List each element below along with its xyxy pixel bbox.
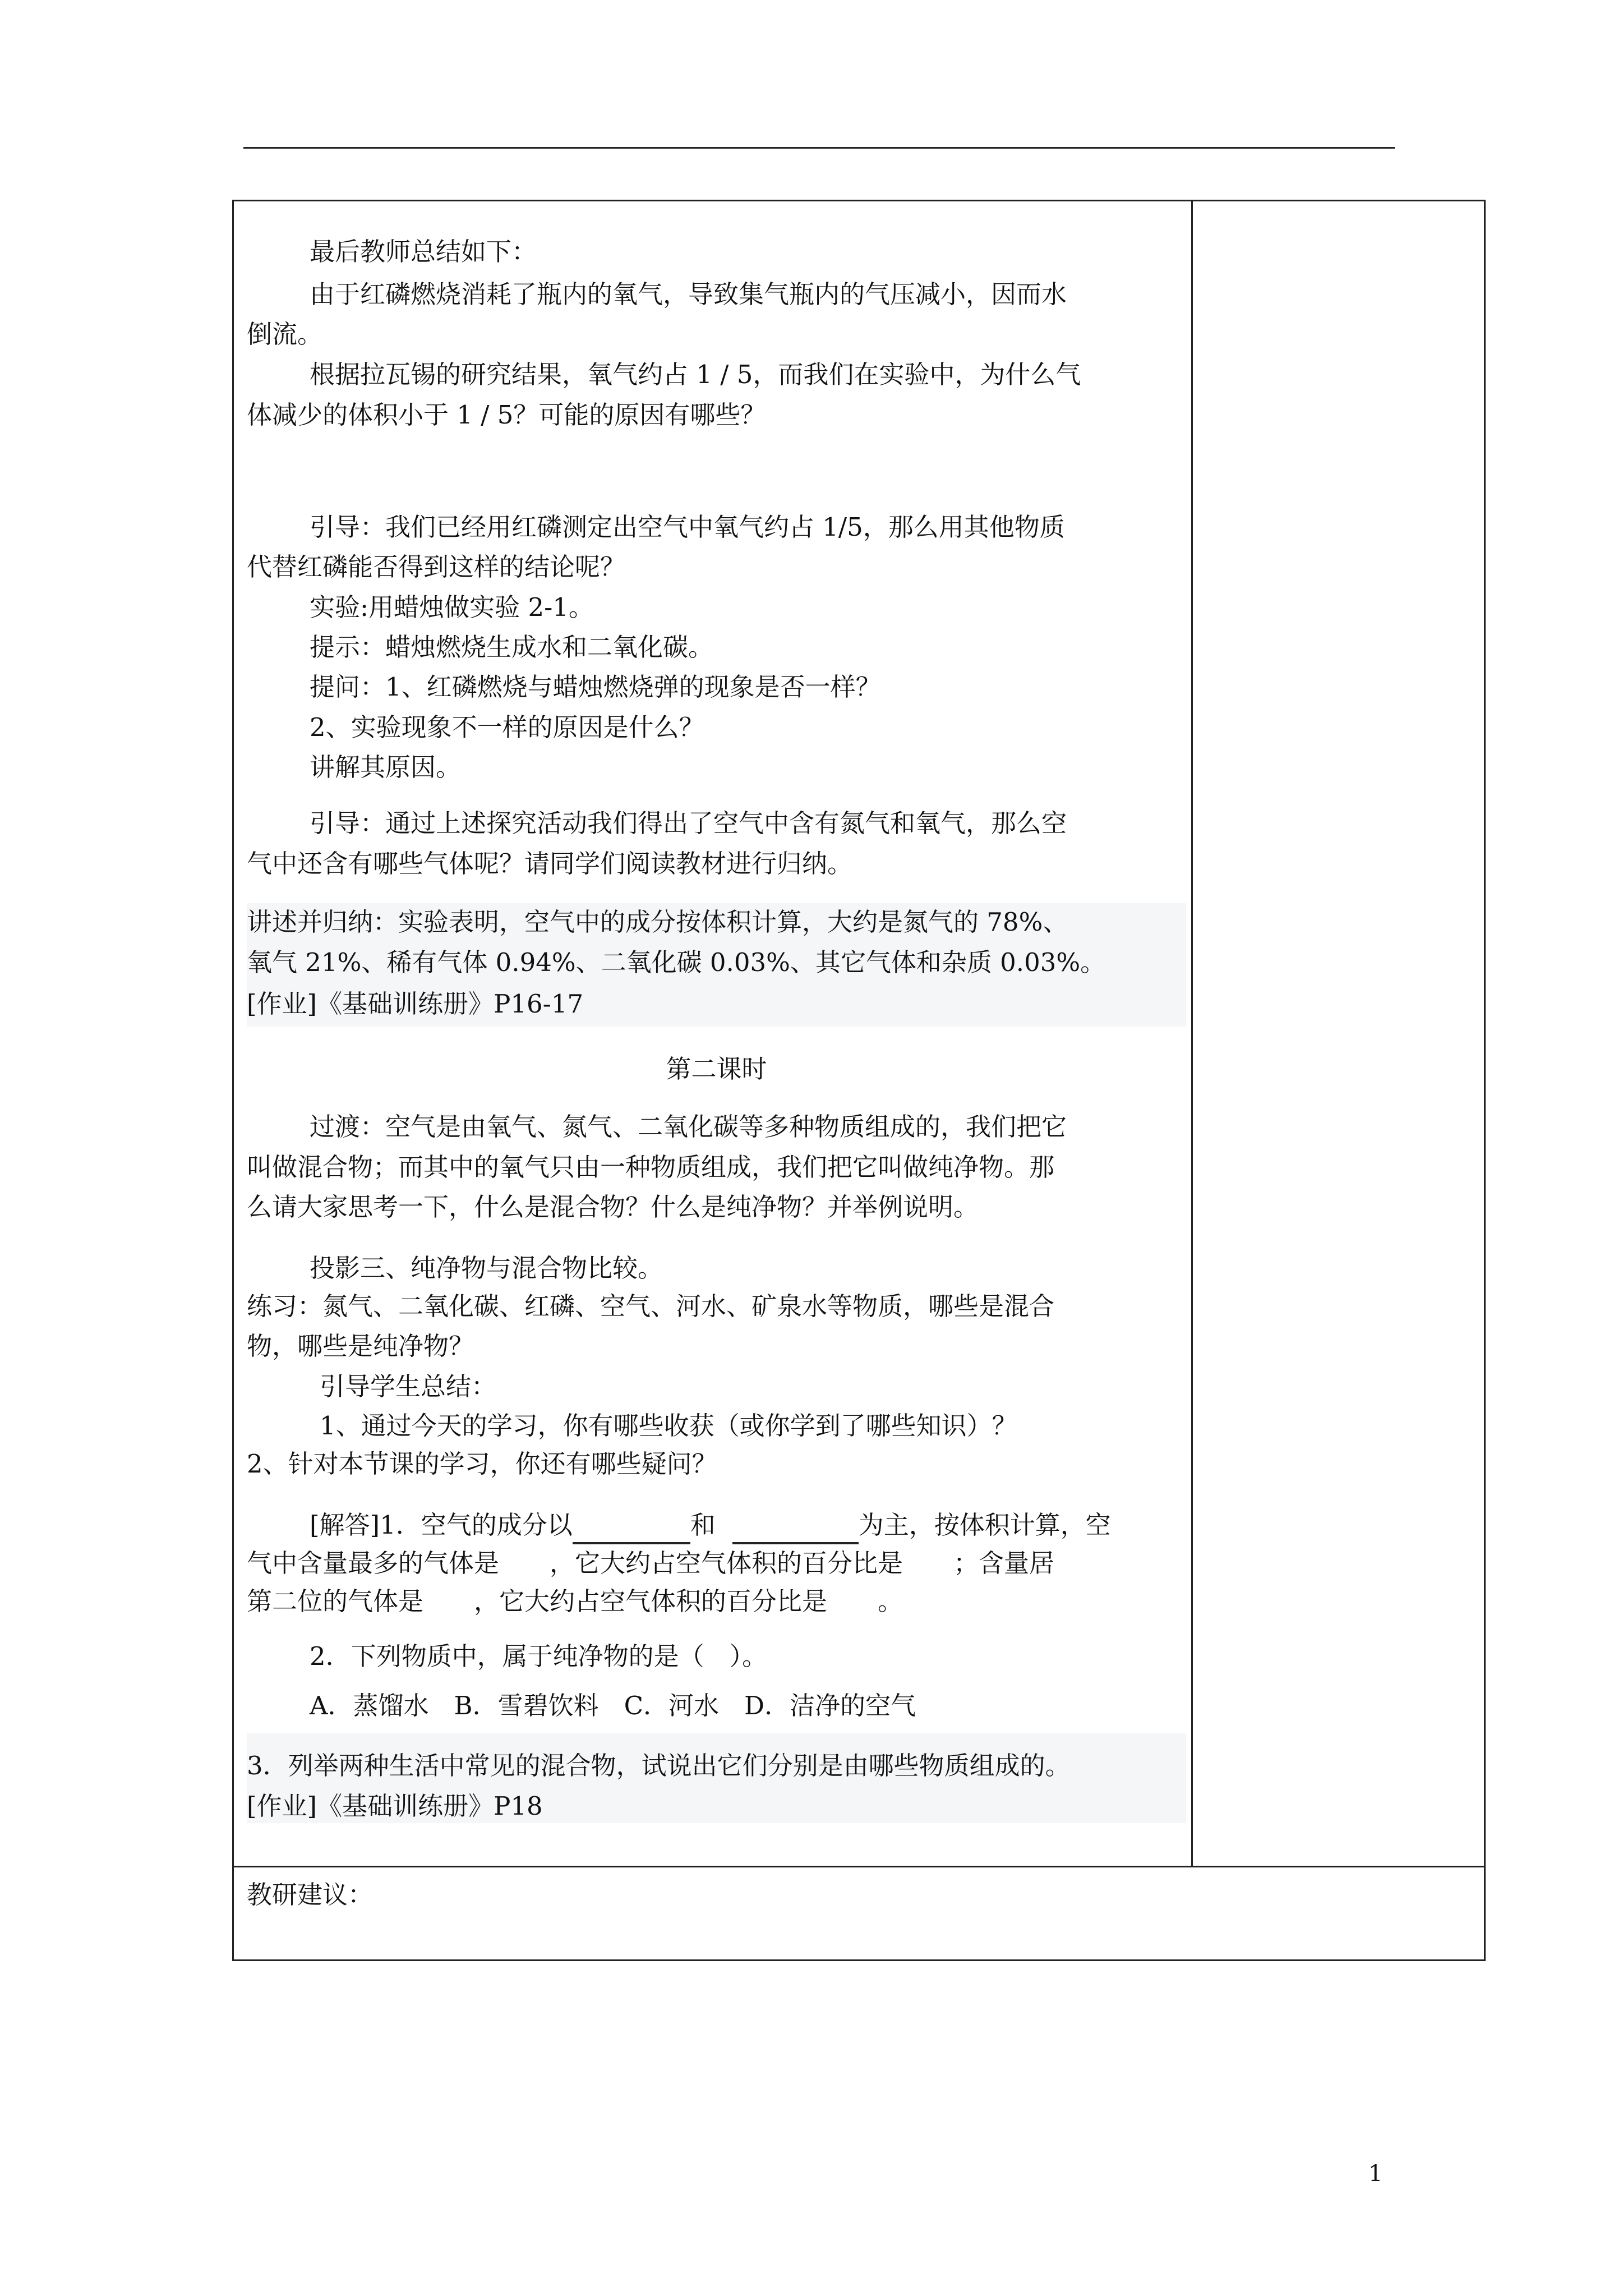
homework-line: [作业]《基础训练册》P18 [247, 1791, 543, 1821]
text-line: 练习：氮气、二氧化碳、红磷、空气、河水、矿泉水等物质，哪些是混合 [247, 1291, 1055, 1321]
question-2-options: A．蒸馏水 B．雪碧饮料 C．河水 D．洁净的空气 [310, 1691, 916, 1720]
column-divider [1191, 200, 1193, 1866]
question-1-text: [解答]1．空气的成分以 [310, 1510, 573, 1540]
text-line: 引导学生总结： [320, 1372, 497, 1401]
text-line: 代替红磷能否得到这样的结论呢？ [247, 552, 626, 582]
text-line: 气中含量最多的气体是 ，它大约占空气体积的百分比是 ；含量居 [247, 1548, 1055, 1578]
homework-line: [作业]《基础训练册》P16-17 [247, 989, 584, 1019]
text-line: 2、实验现象不一样的原因是什么？ [310, 712, 704, 742]
text-line: 引导：通过上述探究活动我们得出了空气中含有氮气和氧气，那么空 [310, 808, 1067, 838]
text-line: 体减少的体积小于 1 / 5？可能的原因有哪些？ [247, 400, 766, 430]
question-1-line [310, 1508, 1111, 1544]
notes-label: 教研建议： [247, 1880, 374, 1910]
text-line: 么请大家思考一下，什么是混合物？什么是纯净物？并举例说明。 [247, 1192, 979, 1222]
text-line: 提示：蜡烛燃烧生成水和二氧化碳。 [310, 632, 714, 662]
text-line: 2、针对本节课的学习，你还有哪些疑问？ [247, 1449, 717, 1479]
text-line: 讲解其原因。 [310, 752, 462, 782]
page-number: 1 [1368, 2161, 1383, 2187]
text-line: 实验:用蜡烛做实验 2-1。 [310, 592, 594, 622]
text-line: 叫做混合物；而其中的氧气只由一种物质组成，我们把它叫做纯净物。那 [247, 1152, 1055, 1182]
text-line: 最后教师总结如下： [310, 237, 537, 266]
header-rule [243, 147, 1395, 149]
text-line: 气中还含有哪些气体呢？请同学们阅读教材进行归纳。 [247, 849, 853, 878]
text-line: 投影三、纯净物与混合物比较。 [310, 1253, 663, 1283]
answer-blank[interactable] [732, 1508, 859, 1544]
row-divider [232, 1866, 1486, 1867]
section-heading: 第二课时 [666, 1054, 767, 1084]
text-line: 第二位的气体是 ，它大约占空气体积的百分比是 。 [247, 1586, 903, 1616]
text-line: 倒流。 [247, 319, 323, 349]
text-line: 引导：我们已经用红磷测定出空气中氧气约占 1/5，那么用其他物质 [310, 512, 1065, 542]
question-2: 2．下列物质中，属于纯净物的是（ ）。 [310, 1641, 768, 1671]
text-line: 氧气 21%、稀有气体 0.94%、二氧化碳 0.03%、其它气体和杂质 0.03%。 [247, 947, 1106, 977]
answer-blank[interactable] [573, 1508, 690, 1544]
question-1-text: 和 [690, 1510, 716, 1540]
text-line: 根据拉瓦锡的研究结果，氧气约占 1 / 5，而我们在实验中，为什么气 [310, 360, 1081, 389]
text-line: 过渡：空气是由氧气、氮气、二氧化碳等多种物质组成的，我们把它 [310, 1112, 1067, 1142]
text-line: 物，哪些是纯净物？ [247, 1331, 474, 1361]
text-line: 提问：1、红磷燃烧与蜡烛燃烧弹的现象是否一样？ [310, 672, 881, 702]
text-line: 讲述并归纳：实验表明，空气中的成分按体积计算，大约是氮气的 78%、 [247, 907, 1068, 937]
text-line: 由于红磷燃烧消耗了瓶内的氧气，导致集气瓶内的气压减小，因而水 [310, 279, 1067, 309]
text-line: 1、通过今天的学习，你有哪些收获（或你学到了哪些知识）？ [320, 1411, 1017, 1441]
question-3: 3．列举两种生活中常见的混合物，试说出它们分别是由哪些物质组成的。 [247, 1751, 1071, 1780]
question-1-text: 为主，按体积计算，空 [858, 1510, 1111, 1540]
